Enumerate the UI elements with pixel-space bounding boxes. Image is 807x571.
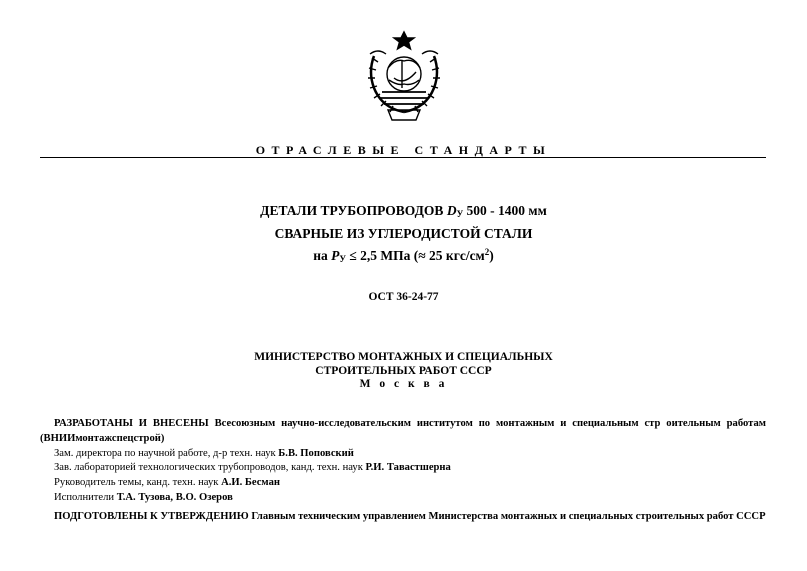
ministry-line-2: СТРОИТЕЛЬНЫХ РАБОТ СССР [315,364,492,377]
developed-paragraph [40,417,766,447]
credits-block [40,417,766,525]
person-role: Исполнители [54,491,117,503]
person-line [40,491,766,506]
title-line-3 [0,243,807,269]
person-name: Т.А. Тузова, В.О. Озеров [116,491,233,503]
series-heading: ОТРАСЛЕВЫЕ СТАНДАРТЫ [255,143,552,157]
horizontal-divider [40,157,766,158]
title-line-3-middle: ≤ 2,5 МПа (≈ 25 кгс/см [345,248,485,263]
title-line-3-suffix: ) [489,248,494,263]
person-name: А.И. Бесман [221,477,280,489]
title-line-3-prefix: на [313,248,332,263]
title-diameter-symbol: D [446,203,457,218]
title-pressure-symbol: P [331,248,340,263]
title-line-1 [0,201,807,224]
person-line [40,476,766,491]
title-pressure-subscript: У [339,254,346,264]
title-line-1-prefix: ДЕТАЛИ ТРУБОПРОВОДОВ [260,203,447,218]
prepared-paragraph [40,510,766,525]
developed-text: Всесоюзным научно-исследовательским институтом по монтажным и специальным стр оительным работам (ВНИИмонтажспецстрой) [40,418,766,444]
title-line-1-suffix: 500 - 1400 мм [463,203,547,218]
person-role: Руководитель темы, канд. техн. наук [54,477,222,489]
ministry-block [0,351,807,392]
person-line [40,447,766,462]
title-line-2: СВАРНЫЕ ИЗ УГЛЕРОДИСТОЙ СТАЛИ [274,226,533,241]
prepared-label: ПОДГОТОВЛЕНЫ К УТВЕРЖДЕНИЮ [54,510,249,522]
city-name: М о с к в а [359,378,448,390]
person-role: Зав. лабораторией технологических трубопроводов, канд. техн. наук [54,462,366,474]
developed-label: РАЗРАБОТАНЫ И ВНЕСЕНЫ [54,418,209,429]
ministry-line-1: МИНИСТЕРСТВО МОНТАЖНЫХ И СПЕЦИАЛЬНЫХ [254,351,553,363]
person-line [40,461,766,476]
title-superscript: 2 [484,247,490,257]
document-title [0,201,807,269]
ussr-emblem [358,28,450,128]
person-name: Б.В. Поповский [278,447,354,459]
person-role: Зам. директора по научной работе, д-р техн. наук [54,447,279,459]
person-name: Р.И. Тавастшерна [365,462,451,474]
standard-code: ОСТ 36-24-77 [368,291,439,303]
prepared-text: Главным техническим управлением Министерства монтажных и специальных строительных работ СССР [248,510,766,522]
title-diameter-subscript: У [456,209,464,219]
